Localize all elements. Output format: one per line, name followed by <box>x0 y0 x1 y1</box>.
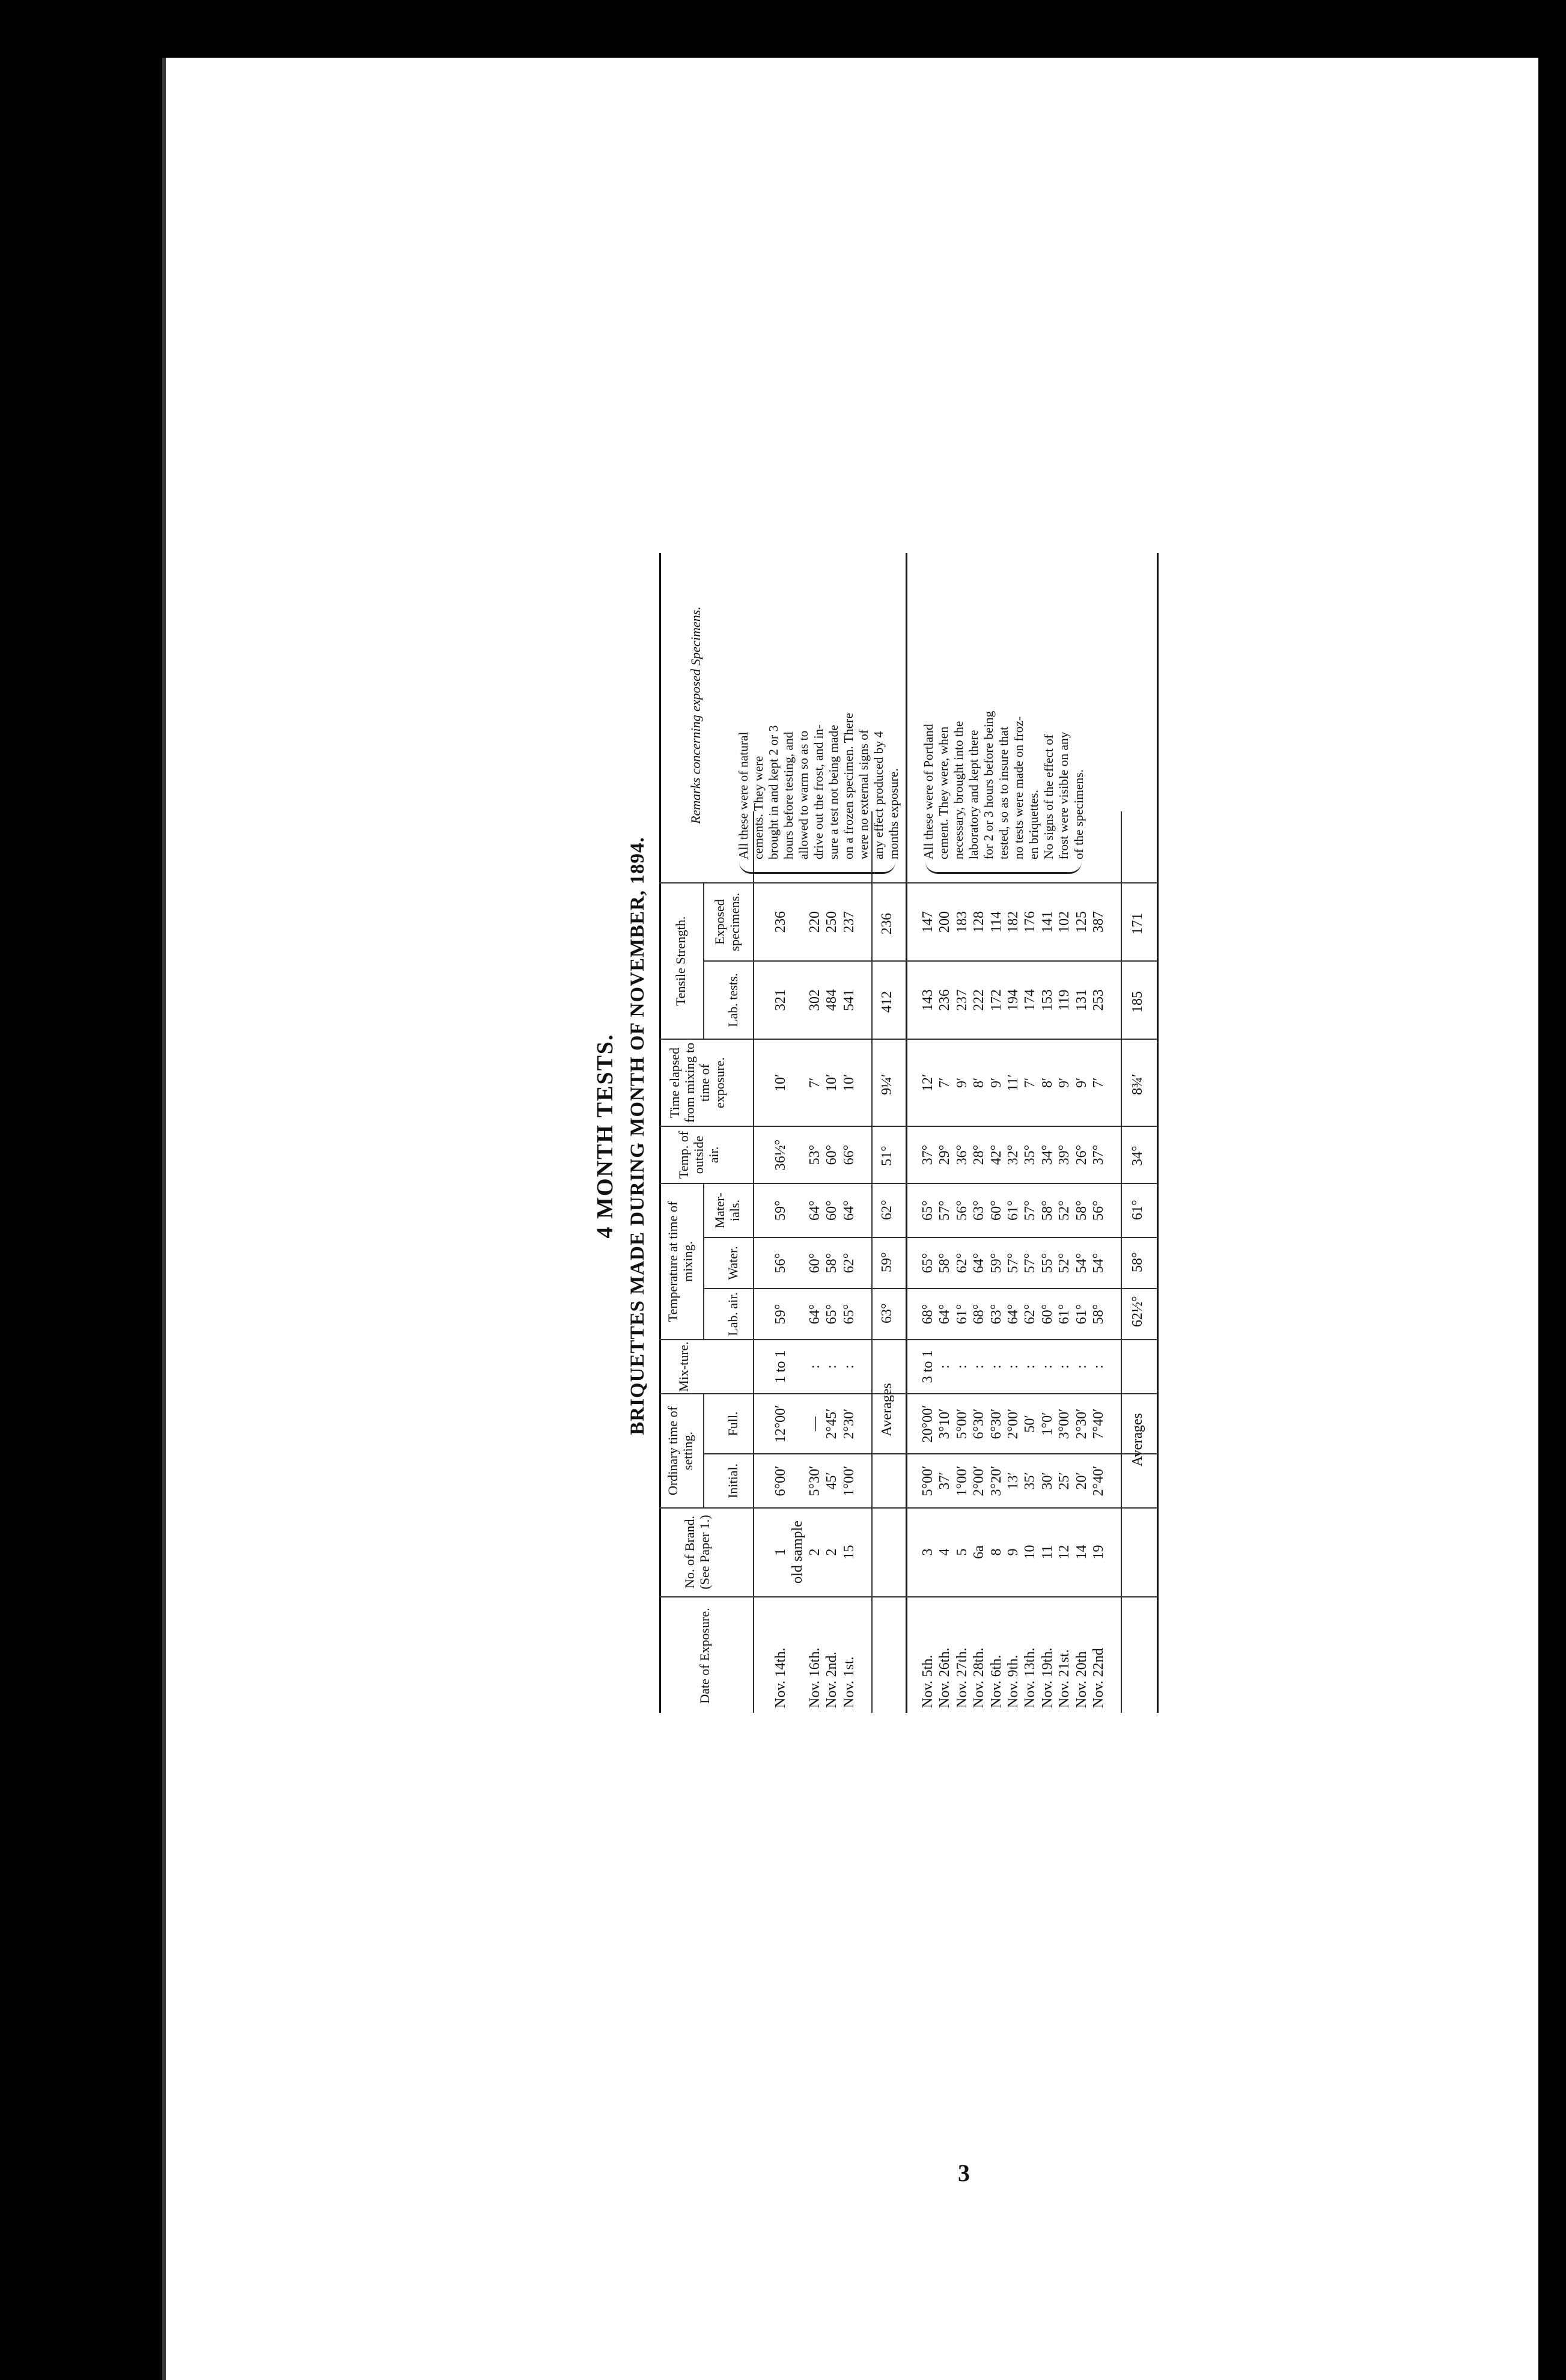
table-cell: 50′ <box>1022 1415 1038 1433</box>
header-full: Full. <box>725 1411 740 1436</box>
table-cell: 183 <box>954 911 970 933</box>
group2-mixture <box>919 1340 1107 1393</box>
table-cell: 9 <box>1005 1548 1021 1556</box>
header-temp-outside: Temp. of outside air. <box>676 1130 721 1179</box>
table-cell: 11 <box>1039 1545 1055 1560</box>
table-cell: 2°30′ <box>1073 1408 1089 1439</box>
group2-full <box>919 1394 1107 1453</box>
table-cell: 9′ <box>954 1077 970 1088</box>
remark-line: frost were visible on any <box>1056 731 1071 859</box>
table-cell: 58° <box>1073 1200 1089 1221</box>
table-cell: 9′ <box>1056 1077 1073 1088</box>
table-cell: 236 <box>937 989 953 1011</box>
table-cell: 63° <box>988 1304 1004 1325</box>
table-cell <box>789 1289 806 1339</box>
table-cell: 55° <box>1039 1253 1055 1274</box>
table-cell: 65° <box>824 1304 840 1325</box>
table-cell: 5 <box>954 1548 970 1556</box>
table-cell: 11′ <box>1005 1074 1021 1091</box>
table-cell: Nov. 5th. <box>920 1655 936 1708</box>
group1-brands <box>772 1509 858 1596</box>
table-cell: 194 <box>1005 989 1021 1011</box>
table-cell: 35° <box>1022 1144 1038 1165</box>
table-cell: 2°45′ <box>824 1408 840 1439</box>
remark-line: laboratory and kept there <box>966 730 981 859</box>
table-cell: 57° <box>1005 1253 1021 1274</box>
group2-remarks <box>921 559 1086 859</box>
table-cell: 36° <box>954 1144 970 1165</box>
table-cell: 62° <box>1022 1304 1038 1325</box>
table-cell: 12′ <box>920 1073 936 1092</box>
table-cell <box>789 1340 806 1393</box>
table-cell: 37° <box>1090 1144 1106 1165</box>
remark-line: cements. They were <box>751 755 766 859</box>
table-cell: 1 to 1 <box>773 1350 788 1384</box>
page-title: 4 MONTH TESTS. <box>593 1033 618 1239</box>
header-setting: Ordinary time of setting. <box>665 1406 695 1495</box>
table-top-rule <box>659 553 661 1713</box>
group1-avg-lab-air: 63° <box>879 1303 895 1323</box>
table-cell: 131 <box>1073 989 1089 1011</box>
table-cell: 68° <box>920 1304 936 1325</box>
table-cell: 57° <box>1022 1253 1038 1274</box>
table-cell: 60° <box>1039 1304 1055 1325</box>
remark-line: cement. They were, when <box>936 726 951 859</box>
table-cell: Nov. 26th. <box>937 1647 953 1708</box>
binding-edge <box>162 58 166 2380</box>
table-cell: 182 <box>1005 911 1021 933</box>
table-cell: 200 <box>937 911 953 933</box>
table-cell: : <box>824 1364 840 1369</box>
header-exposed: Exposed specimens. <box>712 892 742 951</box>
table-cell: 25′ <box>1056 1472 1073 1490</box>
table-cell <box>789 1127 806 1183</box>
table-cell: 7′ <box>937 1077 953 1088</box>
table-cell: 56° <box>954 1200 970 1221</box>
table-cell: 32° <box>1005 1144 1021 1165</box>
table-cell: : <box>1073 1364 1089 1369</box>
remark-line: for 2 or 3 hours before being <box>981 710 996 859</box>
table-cell: Nov. 20th <box>1073 1651 1089 1708</box>
table-cell: 19 <box>1090 1545 1106 1560</box>
table-cell: 60° <box>988 1200 1004 1221</box>
table-cell: 20′ <box>1073 1472 1089 1490</box>
remark-line: any effect produced by 4 <box>871 731 886 859</box>
table-cell: 220 <box>806 911 823 933</box>
table-cell: 3°20′ <box>988 1465 1004 1497</box>
table-cell: 12°00′ <box>773 1405 788 1443</box>
table-cell: 20°00′ <box>920 1405 936 1443</box>
header-bottom-rule <box>753 811 754 1713</box>
table-cell: 45′ <box>824 1472 840 1490</box>
table-cell: Nov. 14th. <box>773 1647 788 1708</box>
table-cell: : <box>1005 1364 1021 1369</box>
table-cell: 52° <box>1056 1200 1073 1221</box>
temp-header-rule <box>703 1184 704 1340</box>
table-cell: 28° <box>971 1144 987 1165</box>
table-cell: Nov. 13th. <box>1022 1647 1038 1708</box>
header-water: Water. <box>725 1246 740 1280</box>
table-cell: 153 <box>1039 989 1055 1011</box>
table-cell: 64° <box>841 1200 857 1221</box>
group1-materials <box>772 1184 858 1237</box>
table-cell: 61° <box>1056 1304 1073 1325</box>
table-cell <box>789 1184 806 1237</box>
table-cell: 237 <box>954 989 970 1011</box>
table-cell: 53° <box>806 1144 823 1165</box>
header-initial: Initial. <box>725 1463 740 1499</box>
table-cell: 7′ <box>806 1077 823 1088</box>
table-cell: 172 <box>988 989 1004 1011</box>
remark-line: no tests were made on froz- <box>1011 716 1026 859</box>
table-cell: Nov. 6th. <box>988 1655 1004 1708</box>
group2-avg-materials: 61° <box>1130 1200 1145 1220</box>
table-cell <box>789 883 806 960</box>
remarks-brace <box>739 860 895 874</box>
table-cell: 68° <box>971 1304 987 1325</box>
table-cell: 37′ <box>937 1472 953 1490</box>
group1-elapsed <box>772 1040 858 1126</box>
table-cell: 57° <box>1022 1200 1038 1221</box>
table-cell: 61° <box>1005 1200 1021 1221</box>
table-cell <box>789 1238 806 1288</box>
table-cell: 5°00′ <box>954 1408 970 1439</box>
table-cell: 2 <box>824 1548 840 1556</box>
group1-avg-exposed: 236 <box>879 913 895 935</box>
table-cell: 65° <box>920 1200 936 1221</box>
remarks-brace <box>925 860 1082 874</box>
remark-line: All these were of Portland <box>921 724 936 859</box>
table-cell: 12 <box>1056 1545 1073 1560</box>
table-cell <box>789 962 806 1039</box>
table-cell: 10′ <box>824 1073 840 1092</box>
table-cell: 7°40′ <box>1090 1408 1106 1439</box>
table-cell: 8′ <box>1039 1077 1055 1088</box>
setting-header-rule <box>703 1394 704 1509</box>
group1-water <box>772 1238 858 1288</box>
table-cell: 29° <box>937 1144 953 1165</box>
table-cell: : <box>1022 1364 1038 1369</box>
table-cell: 60° <box>806 1253 823 1274</box>
group1-lab-tests <box>772 962 858 1039</box>
group1-full <box>772 1394 858 1453</box>
table-cell: 7′ <box>1090 1077 1106 1088</box>
table-cell: 66° <box>841 1144 857 1165</box>
table-cell: : <box>1090 1364 1106 1369</box>
table-cell: : <box>954 1364 970 1369</box>
group2-avg-exposed: 171 <box>1130 913 1145 935</box>
table-cell: 9′ <box>988 1077 1004 1088</box>
remark-line: hours before testing, and <box>781 731 796 859</box>
group1-avg-lab-tests: 412 <box>879 991 895 1013</box>
table-cell: 36½° <box>773 1139 788 1171</box>
table-cell: : <box>937 1364 953 1369</box>
table-cell: 35′ <box>1022 1472 1038 1490</box>
table-cell: : <box>841 1364 857 1369</box>
table-cell: Nov. 21st. <box>1056 1649 1073 1708</box>
table-cell: Nov. 9th. <box>1005 1655 1021 1708</box>
group2-lab-air <box>919 1289 1107 1339</box>
group2-exposed <box>919 883 1107 960</box>
table-cell: 3°10′ <box>937 1408 953 1439</box>
table-cell: 64° <box>806 1304 823 1325</box>
table-cell: 56° <box>1090 1200 1106 1221</box>
table-cell: 114 <box>988 911 1004 933</box>
table-cell: : <box>1056 1364 1073 1369</box>
table-cell: 7′ <box>1022 1077 1038 1088</box>
table-cell: : <box>1039 1364 1055 1369</box>
remark-line: No signs of the effect of <box>1041 734 1056 859</box>
table-cell: 64° <box>1005 1304 1021 1325</box>
table-cell: 60° <box>824 1144 840 1165</box>
group2-averages-label: Averages <box>1130 1413 1145 1466</box>
table-cell: Nov. 1st. <box>841 1656 857 1708</box>
remark-line: of the specimens. <box>1071 769 1086 859</box>
table-cell: 2°00′ <box>971 1465 987 1497</box>
table-cell: 222 <box>971 989 987 1011</box>
group1-outside <box>772 1127 858 1183</box>
table-cell: 57° <box>937 1200 953 1221</box>
group-separator-rule <box>906 553 907 1713</box>
table-cell: 6°30′ <box>971 1408 987 1439</box>
table-cell: 8′ <box>971 1077 987 1088</box>
group2-materials <box>919 1184 1107 1237</box>
header-remarks: Remarks concerning exposed Specimens. <box>688 606 703 824</box>
group1-initial <box>772 1454 858 1507</box>
table-cell: 64° <box>937 1304 953 1325</box>
table-bottom-rule <box>1157 553 1159 1713</box>
group2-avg-outside: 34° <box>1130 1146 1145 1166</box>
page-number: 3 <box>958 2159 970 2186</box>
group2-elapsed <box>919 1040 1107 1126</box>
header-temp-mixing: Temperature at time of mixing. <box>665 1201 695 1322</box>
table-cell: 26° <box>1073 1144 1089 1165</box>
group2-dates <box>919 1600 1107 1708</box>
table-cell: 125 <box>1073 911 1089 933</box>
group1-lab-air <box>772 1289 858 1339</box>
table-cell: Nov. 28th. <box>971 1647 987 1708</box>
remark-line: All these were of natural <box>736 731 751 859</box>
header-lab-air: Lab. air. <box>725 1292 740 1336</box>
table-cell: 253 <box>1090 989 1106 1011</box>
table-cell: 387 <box>1090 911 1106 933</box>
group2-outside <box>919 1127 1107 1183</box>
page-subtitle: BRIQUETTES MADE DURING MONTH OF NOVEMBER, 1894. <box>627 837 648 1435</box>
header-mixture: Mix-ture. <box>676 1341 691 1392</box>
table-cell: 34° <box>1039 1144 1055 1165</box>
rotated-table-page <box>592 535 1199 1737</box>
table-cell: 59° <box>988 1253 1004 1274</box>
table-cell: 5°00′ <box>920 1465 936 1497</box>
table-cell: 39° <box>1056 1144 1073 1165</box>
table-cell: 64° <box>806 1200 823 1221</box>
group2-initial <box>919 1454 1107 1507</box>
table-cell: — <box>806 1417 823 1431</box>
table-cell: 59° <box>773 1304 788 1325</box>
table-cell: Nov. 2nd. <box>824 1652 840 1708</box>
remark-line: months exposure. <box>886 768 901 859</box>
table-cell: 63° <box>971 1200 987 1221</box>
table-cell: Nov. 19th. <box>1039 1647 1055 1708</box>
table-cell: 102 <box>1056 911 1073 933</box>
group2-brands <box>919 1509 1107 1596</box>
remark-line: brought in and kept 2 or 3 <box>766 725 781 859</box>
table-cell: 143 <box>920 989 936 1011</box>
group1-avg-elapsed: 9¼′ <box>879 1073 895 1095</box>
table-cell <box>789 1040 806 1126</box>
table-cell: 1°0′ <box>1039 1412 1055 1436</box>
remark-line: were no external signs of <box>856 729 871 859</box>
table-cell: 64° <box>971 1253 987 1274</box>
table-cell <box>789 1394 806 1453</box>
group2-avg-elapsed: 8¾′ <box>1130 1073 1145 1095</box>
table-cell: 6a <box>971 1545 987 1559</box>
table-cell: 176 <box>1022 911 1038 933</box>
table-cell: 13′ <box>1005 1472 1021 1490</box>
table-cell: 10 <box>1022 1545 1038 1560</box>
table-cell: 10′ <box>773 1073 788 1092</box>
table-cell: 2°30′ <box>841 1408 857 1439</box>
table-cell: : <box>971 1364 987 1369</box>
table-cell: old sample <box>790 1521 806 1584</box>
header-time-elapsed: Time elapsed from mixing to time of exposure. <box>667 1042 727 1123</box>
table-cell: 8 <box>988 1548 1004 1556</box>
remark-line: en briquettes. <box>1026 790 1041 859</box>
table-cell: 14 <box>1073 1545 1089 1560</box>
header-brand: No. of Brand. (See Paper 1.) <box>682 1515 712 1590</box>
table-cell: 250 <box>824 911 840 933</box>
table-cell: 9′ <box>1073 1077 1089 1088</box>
table-cell: 2 <box>806 1548 823 1556</box>
table-cell: 58° <box>824 1253 840 1274</box>
table-cell: 62° <box>841 1253 857 1274</box>
remark-line: allowed to warm so as to <box>796 730 811 859</box>
remark-line: sure a test not being made <box>826 725 841 859</box>
group1-avg-outside: 51° <box>879 1146 895 1166</box>
table-cell <box>789 1454 806 1507</box>
table-cell: 128 <box>971 911 987 933</box>
table-cell: 54° <box>1090 1253 1106 1274</box>
table-cell: 3°00′ <box>1056 1408 1073 1439</box>
tensile-header-rule <box>703 883 704 1040</box>
table-cell: 58° <box>1090 1304 1106 1325</box>
group1-avg-materials: 62° <box>879 1200 895 1220</box>
table-cell: 54° <box>1073 1253 1089 1274</box>
group1-averages-label: Averages <box>879 1383 895 1436</box>
table-cell: 1°00′ <box>841 1465 857 1497</box>
header-date: Date of Exposure. <box>697 1608 712 1704</box>
table-cell: 30′ <box>1039 1472 1055 1490</box>
header-lab-tests: Lab. tests. <box>725 973 740 1027</box>
table-cell: 119 <box>1056 989 1073 1011</box>
table-cell: 2°00′ <box>1005 1408 1021 1439</box>
table-cell: 6°30′ <box>988 1408 1004 1439</box>
group2-avg-lab-tests: 185 <box>1130 991 1145 1013</box>
table-cell: 10′ <box>841 1073 857 1092</box>
table-cell: Nov. 27th. <box>954 1647 970 1708</box>
table-cell: 236 <box>773 911 788 933</box>
table-cell: Nov. 22nd <box>1090 1648 1106 1708</box>
table-cell: 1°00′ <box>954 1465 970 1497</box>
table-cell: 174 <box>1022 989 1038 1011</box>
group1-mixture <box>772 1340 858 1393</box>
table-cell: 237 <box>841 911 857 933</box>
table-cell: 6°00′ <box>773 1465 788 1497</box>
table-cell: 1 <box>773 1548 788 1556</box>
table-cell: 15 <box>841 1545 857 1560</box>
group2-avg-lab-air: 62½° <box>1130 1296 1145 1327</box>
remark-line: on a frozen specimen. There <box>841 713 856 859</box>
table-cell: 61° <box>1073 1304 1089 1325</box>
table-cell: 58° <box>937 1253 953 1274</box>
table-cell: 58° <box>1039 1200 1055 1221</box>
table-cell: 484 <box>824 989 840 1011</box>
header-tensile: Tensile Strength. <box>673 916 688 1006</box>
table-cell: 3 <box>920 1548 936 1556</box>
group1-remarks <box>736 559 901 859</box>
table-cell: 141 <box>1039 911 1055 933</box>
group2-lab-tests <box>919 962 1107 1039</box>
table-cell: 62° <box>954 1253 970 1274</box>
remark-line: tested, so as to insure that <box>996 727 1011 859</box>
group2-averages-rule <box>1121 811 1122 1713</box>
table-cell: 61° <box>954 1304 970 1325</box>
table-cell: : <box>988 1364 1004 1369</box>
table-cell: : <box>806 1364 823 1369</box>
group2-avg-water: 58° <box>1130 1252 1145 1272</box>
table-cell: 56° <box>773 1253 788 1274</box>
header-materials: Mater-ials. <box>712 1192 742 1228</box>
table-cell: 60° <box>824 1200 840 1221</box>
table-cell: 37° <box>920 1144 936 1165</box>
table-cell: 65° <box>841 1304 857 1325</box>
col-rule <box>659 1596 1157 1597</box>
remark-line: necessary, brought into the <box>951 721 966 859</box>
table-cell: 147 <box>920 911 936 933</box>
table-cell: 42° <box>988 1144 1004 1165</box>
table-cell: Nov. 16th. <box>806 1647 823 1708</box>
table-cell: 541 <box>841 989 857 1011</box>
table-cell <box>789 1600 806 1708</box>
remark-line: drive out the frost, and in- <box>811 724 826 859</box>
table-cell: 3 to 1 <box>920 1350 936 1384</box>
table-cell: 59° <box>773 1200 788 1221</box>
table-cell: 321 <box>773 989 788 1011</box>
table-cell: 52° <box>1056 1253 1073 1274</box>
group1-averages-rule <box>871 811 873 1713</box>
group2-water <box>919 1238 1107 1288</box>
table-cell: 65° <box>920 1253 936 1274</box>
table-cell: 302 <box>806 989 823 1011</box>
group1-exposed <box>772 883 858 960</box>
group1-dates <box>772 1600 858 1708</box>
table-cell: 4 <box>937 1548 953 1556</box>
table-cell: 2°40′ <box>1090 1465 1106 1497</box>
group1-avg-water: 59° <box>879 1252 895 1272</box>
table-cell: 5°30′ <box>806 1465 823 1497</box>
